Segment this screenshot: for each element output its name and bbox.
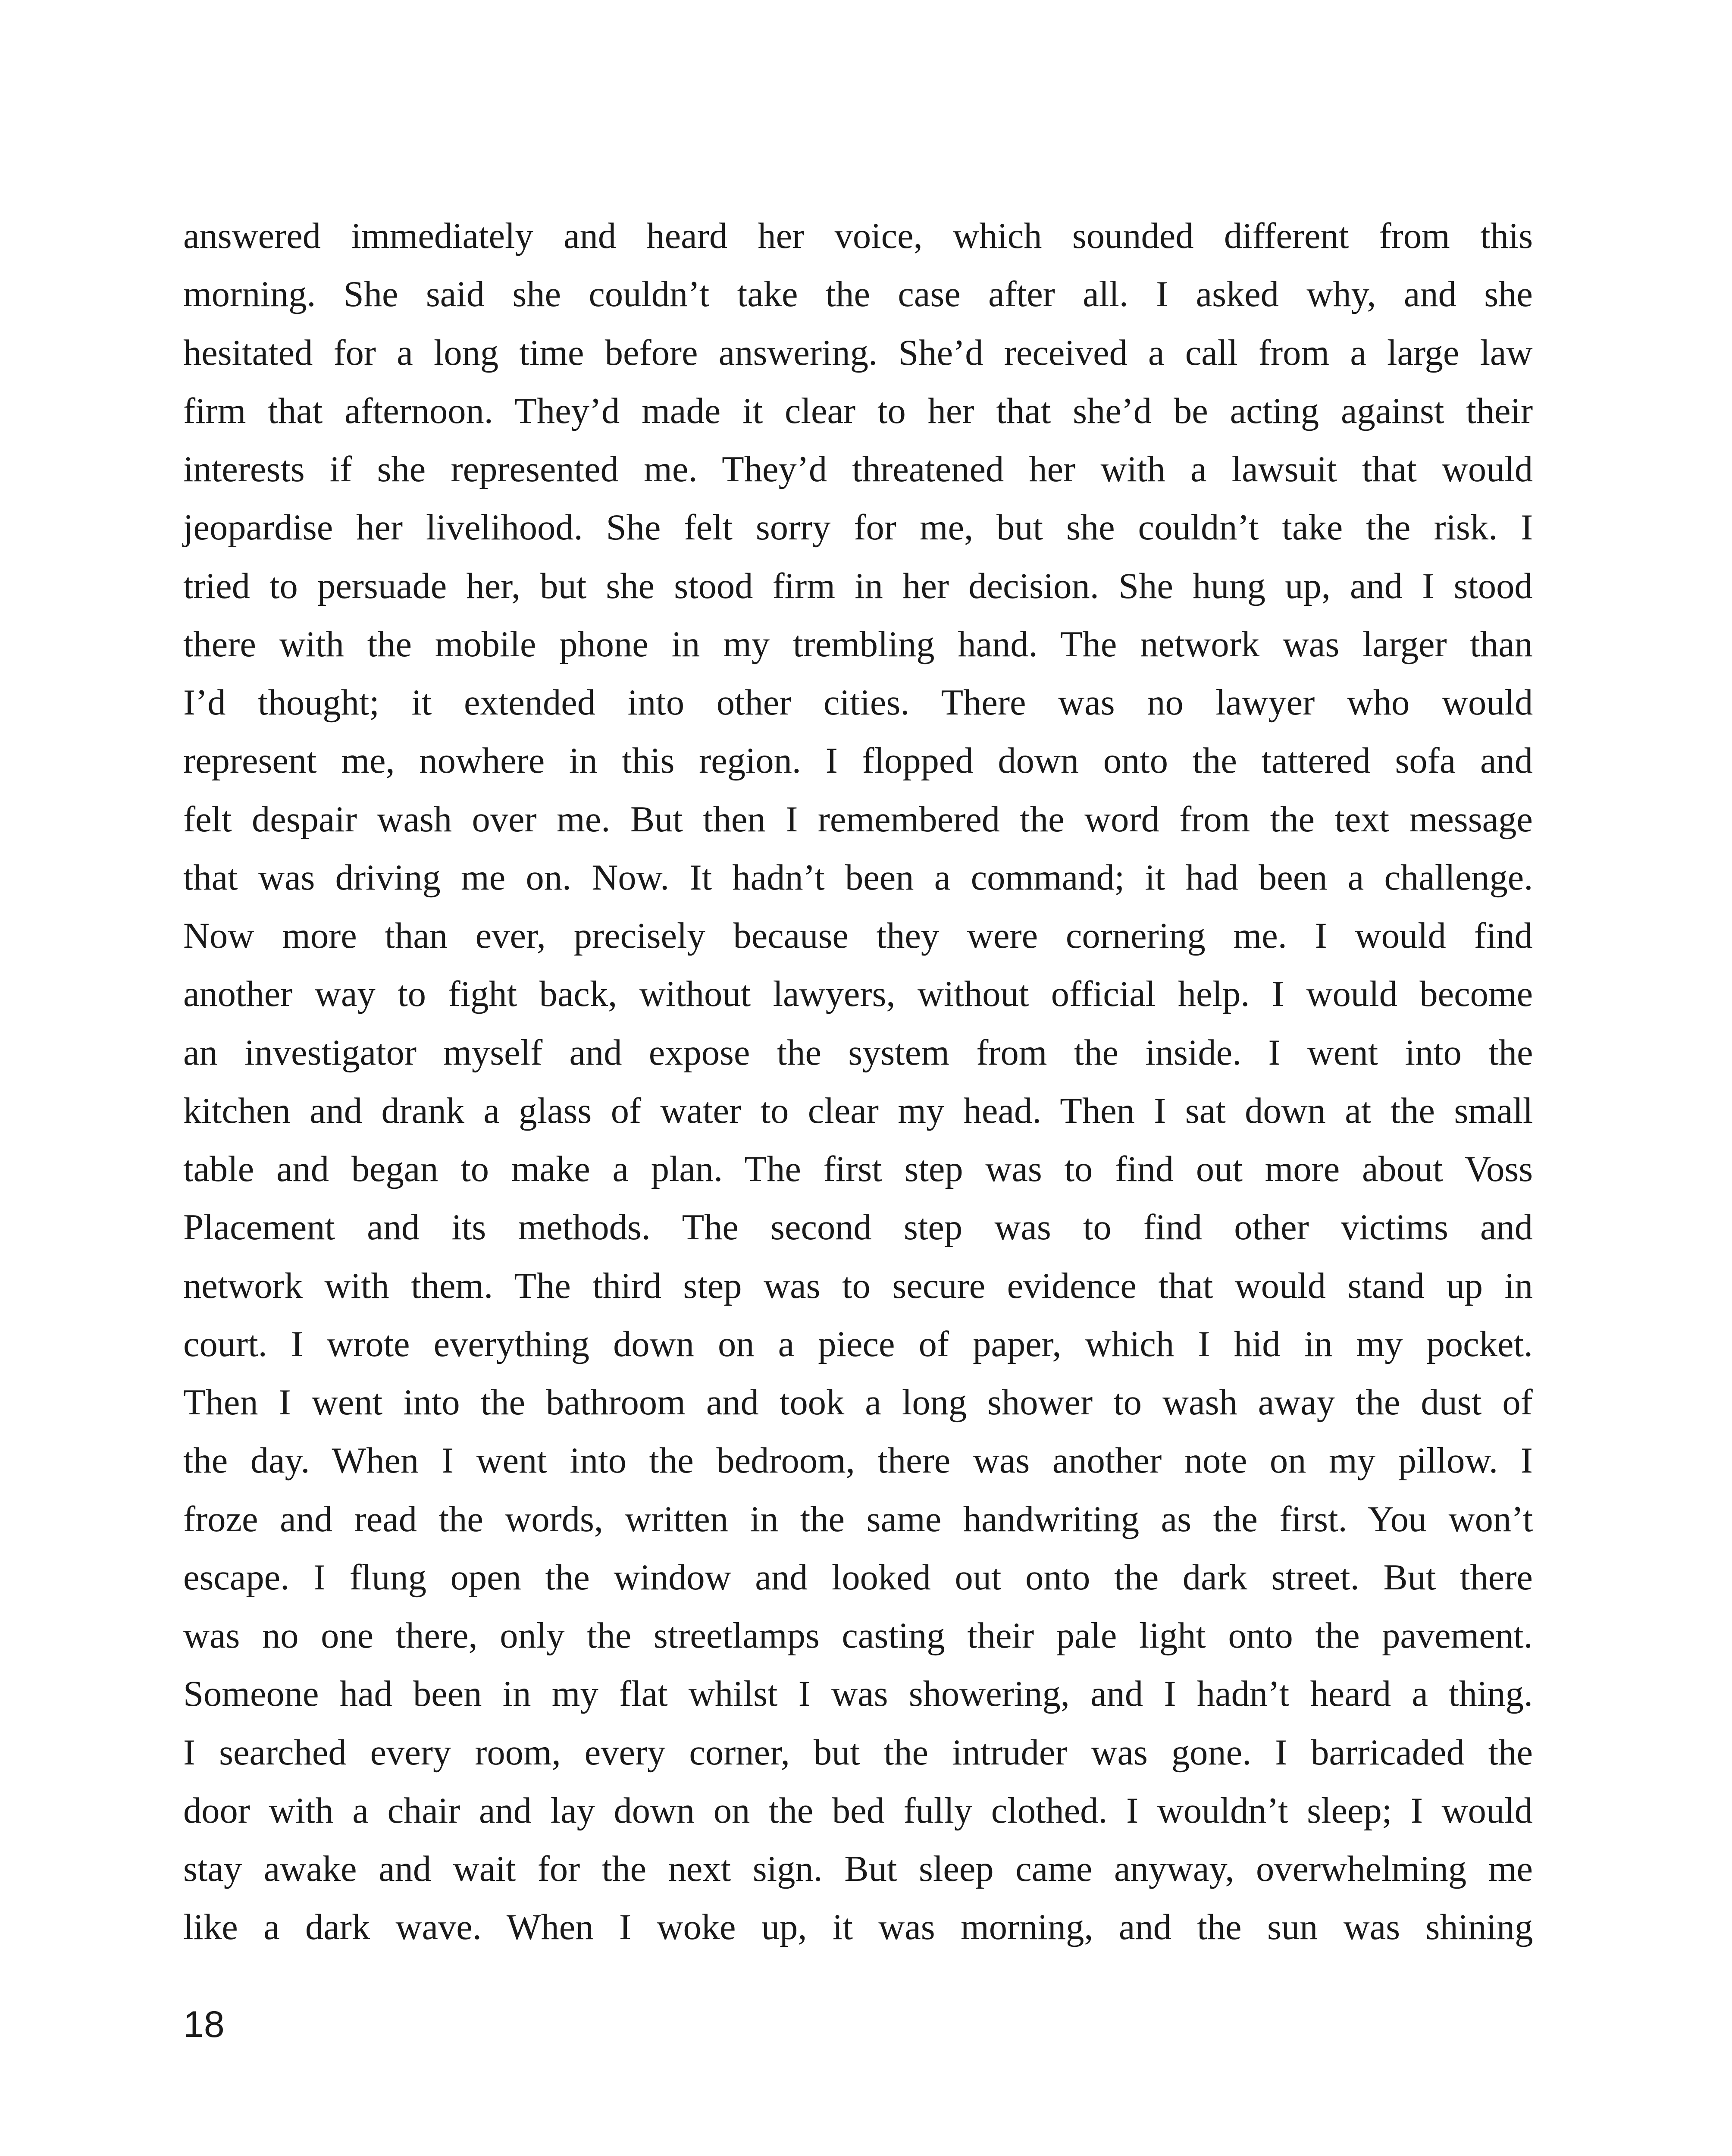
text-line: an investigator myself and expose the system from the inside. I went into the: [183, 1032, 1533, 1073]
text-line: kitchen and drank a glass of water to clear my head. Then I sat down at the small: [183, 1091, 1533, 1131]
text-line: interests if she represented me. They’d threatened her with a lawsuit that would: [183, 449, 1533, 489]
text-line: another way to fight back, without lawyers, without official help. I would become: [183, 974, 1533, 1015]
text-line: stay awake and wait for the next sign. But sleep came anyway, overwhelming me: [183, 1849, 1533, 1889]
text-line: Then I went into the bathroom and took a long shower to wash away the dust of: [183, 1382, 1533, 1423]
text-line: I searched every room, every corner, but the intruder was gone. I barricaded the: [183, 1732, 1533, 1773]
text-line: Someone had been in my flat whilst I was showering, and I hadn’t heard a thing.: [183, 1674, 1533, 1714]
text-line: there with the mobile phone in my trembling hand. The network was larger than: [183, 624, 1533, 664]
text-line: network with them. The third step was to secure evidence that would stand up in: [183, 1266, 1533, 1306]
text-line: hesitated for a long time before answering. She’d received a call from a large law: [183, 332, 1533, 373]
text-line: morning. She said she couldn’t take the case after all. I asked why, and she: [183, 274, 1533, 315]
text-line: that was driving me on. Now. It hadn’t been a command; it had been a challenge.: [183, 857, 1533, 898]
text-line: felt despair wash over me. But then I remembered the word from the text message: [183, 799, 1533, 840]
text-line: I’d thought; it extended into other cities. There was no lawyer who would: [183, 683, 1533, 723]
text-line: froze and read the words, written in the same handwriting as the first. You won’t: [183, 1499, 1533, 1539]
text-line: firm that afternoon. They’d made it clear to her that she’d be acting against their: [183, 391, 1533, 431]
text-line: Placement and its methods. The second step was to find other victims and: [183, 1207, 1533, 1248]
page-number: 18: [183, 2004, 225, 2045]
text-line: answered immediately and heard her voice, which sounded different from this: [183, 216, 1533, 256]
text-line: tried to persuade her, but she stood firm in her decision. She hung up, and I stood: [183, 566, 1533, 606]
text-line: table and began to make a plan. The first step was to find out more about Voss: [183, 1149, 1533, 1189]
text-line: represent me, nowhere in this region. I flopped down onto the tattered sofa and: [183, 741, 1533, 781]
text-line: was no one there, only the streetlamps casting their pale light onto the pavement.: [183, 1616, 1533, 1656]
text-line: jeopardise her livelihood. She felt sorry for me, but she couldn’t take the risk. I: [183, 508, 1533, 548]
text-line: door with a chair and lay down on the bed fully clothed. I wouldn’t sleep; I would: [183, 1790, 1533, 1831]
body-paragraph: [183, 207, 1533, 1957]
text-line: like a dark wave. When I woke up, it was morning, and the sun was shining: [183, 1907, 1533, 1948]
text-line: court. I wrote everything down on a piece of paper, which I hid in my pocket.: [183, 1324, 1533, 1364]
text-line: the day. When I went into the bedroom, there was another note on my pillow. I: [183, 1441, 1533, 1481]
text-line: Now more than ever, precisely because they were cornering me. I would find: [183, 916, 1533, 956]
text-line: escape. I flung open the window and looked out onto the dark street. But there: [183, 1557, 1533, 1598]
